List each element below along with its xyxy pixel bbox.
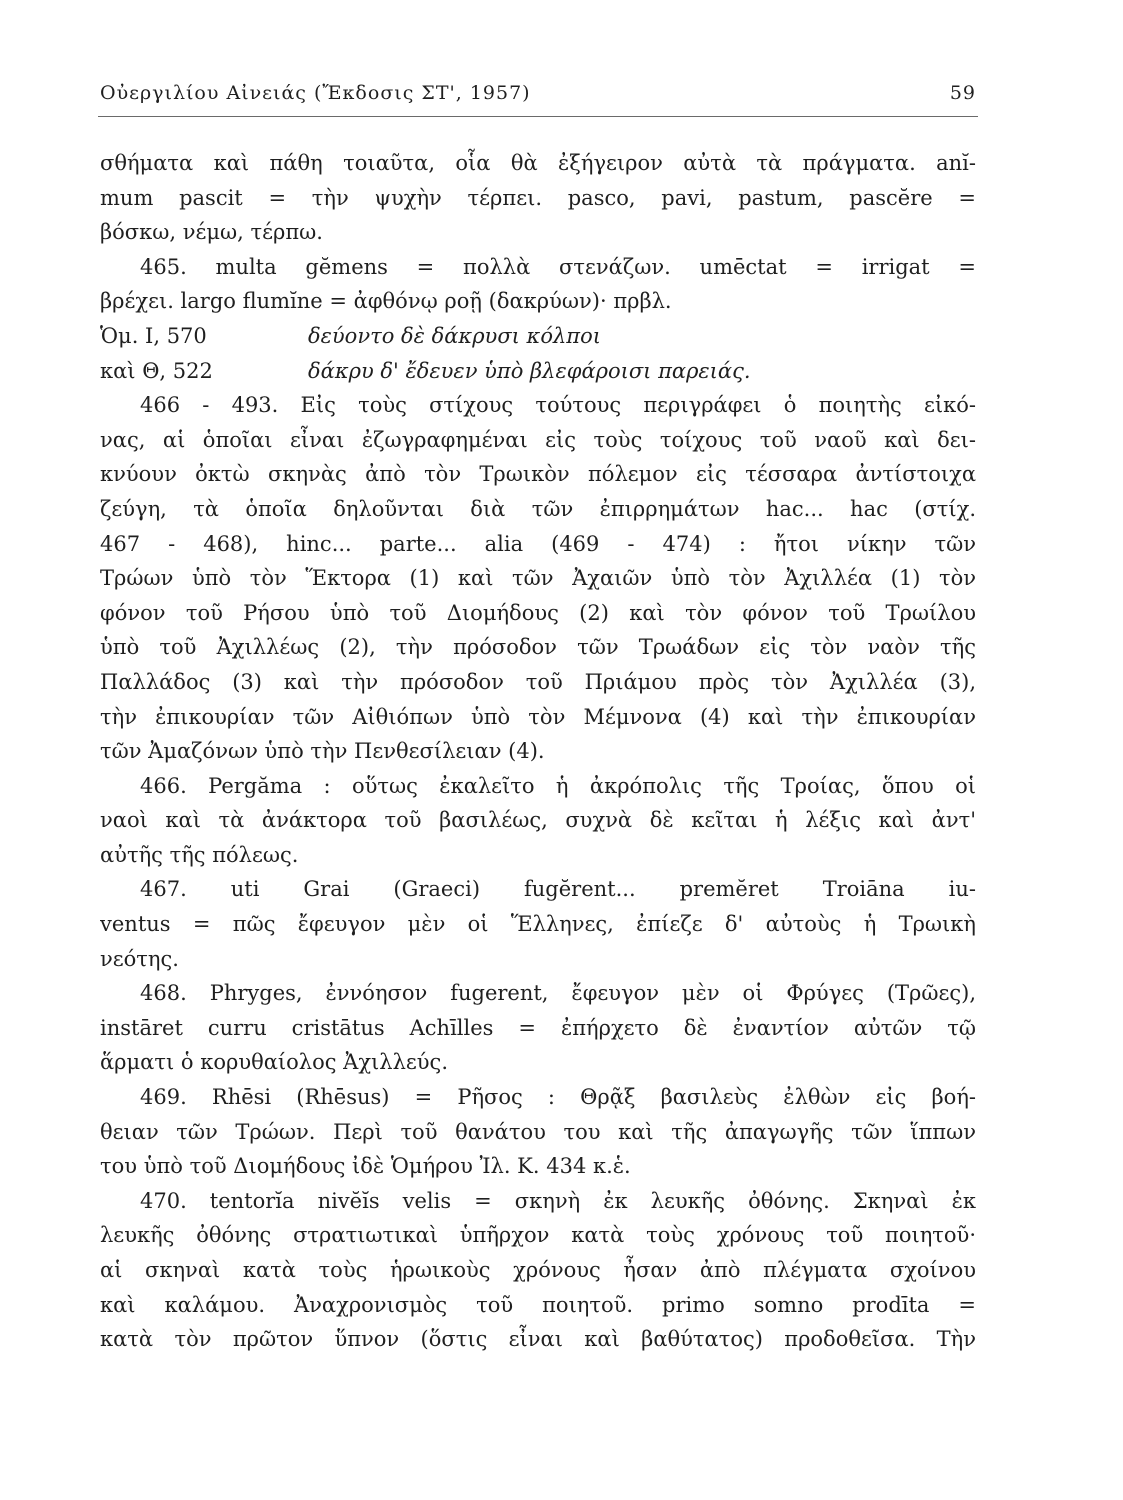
text-line: βόσκω, νέμω, τέρπω. [100, 220, 323, 245]
text-line: 465. multa gĕmens = πολλὰ στενάζων. umēctat = irrigat = [140, 254, 976, 279]
text-line: κατὰ τὸν πρῶτον ὕπνον (ὅστις εἶναι καὶ βαθύτατος) προδοθεῖσα. Τὴν [100, 1327, 976, 1352]
text-line: ventus = πῶς ἔφευγον μὲν οἱ Ἕλληνες, ἐπίεζε δ' αὐτοὺς ἡ Τρωικὴ [100, 912, 976, 937]
text-line: 466 - 493. Εἰς τοὺς στίχους τούτους περιγράφει ὁ ποιητὴς εἰκό- [140, 393, 976, 418]
homer-citation [100, 319, 976, 354]
text-line: 468. Phryges, ἐννόησον fugerent, ἔφευγον μὲν οἱ Φρύγες (Τρῶες), [140, 981, 976, 1006]
citation-ref: Ὁμ. Ι, 570 [100, 323, 207, 348]
citation-verse: δάκρυ δ' ἔδευεν ὑπὸ βλεφάροισι παρειάς. [308, 358, 751, 383]
text-line: ἅρματι ὁ κορυθαίολος Ἀχιλλεύς. [100, 1050, 448, 1075]
text-line: λευκῆς ὀθόνης στρατιωτικαὶ ὑπῆρχον κατὰ τοὺς χρόνους τοῦ ποιητοῦ· [100, 1223, 976, 1248]
text-line: σθήματα καὶ πάθη τοιαῦτα, οἷα θὰ ἐξήγειρον αὐτὰ τὰ πράγματα. anĭ- [100, 151, 976, 175]
homer-citation [100, 354, 976, 389]
running-head-title: Οὐεργιλίου Αἰνειάς (Ἔκδοσις ΣΤ', 1957) [100, 82, 531, 104]
text-line: instāret curru cristātus Achīlles = ἐπήρχετο δὲ ἐναντίον αὐτῶν τῷ [100, 1015, 976, 1040]
text-line: 467. uti Grai (Graeci) fugĕrent... premĕret Troiāna iu- [140, 877, 976, 902]
text-line: αἱ σκηναὶ κατὰ τοὺς ἡρωικοὺς χρόνους ἦσαν ἀπὸ πλέγματα σχοίνου [100, 1258, 976, 1282]
text-line: φόνον τοῦ Ρήσου ὑπὸ τοῦ Διομήδους (2) καὶ τὸν φόνον τοῦ Τρωίλου [100, 600, 976, 625]
text-line: καὶ καλάμου. Ἀναχρονισμὸς τοῦ ποιητοῦ. primo somno prodīta = [100, 1292, 976, 1317]
text-line: ὑπὸ τοῦ Ἀχιλλέως (2), τὴν πρόσοδον τῶν Τρωάδων εἰς τὸν ναὸν τῆς [100, 635, 976, 660]
text-line: τῶν Ἀμαζόνων ὑπὸ τὴν Πενθεσίλειαν (4). [100, 739, 545, 764]
text-line: 470. tentorĭa nivĕĭs velis = σκηνὴ ἐκ λευκῆς ὀθόνης. Σκηναὶ ἐκ [140, 1188, 976, 1213]
text-line: ζεύγη, τὰ ὁποῖα δηλοῦνται διὰ τῶν ἐπιρρημάτων hac... hac (στίχ. [100, 496, 976, 521]
citation-ref: καὶ Θ, 522 [100, 358, 213, 383]
citation-verse: δεύοντο δὲ δάκρυσι κόλποι [308, 323, 601, 348]
text-line: Τρώων ὑπὸ τὸν Ἕκτορα (1) καὶ τῶν Ἀχαιῶν ὑπὸ τὸν Ἀχιλλέα (1) τὸν [100, 566, 976, 591]
header-rule [98, 116, 978, 117]
text-line: νεότης. [100, 946, 179, 971]
text-line: κνύουν ὀκτὼ σκηνὰς ἀπὸ τὸν Τρωικὸν πόλεμον εἰς τέσσαρα ἀντίστοιχα [100, 462, 976, 487]
text-line: Παλλάδος (3) καὶ τὴν πρόσοδον τοῦ Πριάμου πρὸς τὸν Ἀχιλλέα (3), [100, 669, 976, 694]
text-line: 469. Rhēsi (Rhēsus) = Ρῆσος : Θρᾷξ βασιλεὺς ἐλθὼν εἰς βοή- [140, 1085, 976, 1110]
text-line: 466. Pergăma : οὕτως ἐκαλεῖτο ἡ ἀκρόπολις τῆς Τροίας, ὅπου οἱ [140, 773, 976, 798]
text-line: ναοὶ καὶ τὰ ἀνάκτορα τοῦ βασιλέως, συχνὰ δὲ κεῖται ἡ λέξις καὶ ἀντ' [100, 808, 976, 833]
text-line: τὴν ἐπικουρίαν τῶν Αἰθιόπων ὑπὸ τὸν Μέμνονα (4) καὶ τὴν ἐπικουρίαν [100, 704, 976, 729]
page-number: 59 [949, 82, 976, 104]
running-head [100, 82, 976, 104]
text-line: αὐτῆς τῆς πόλεως. [100, 842, 299, 867]
text-line: του ὑπὸ τοῦ Διομήδους ἰδὲ Ὁμήρου Ἰλ. Κ. 434 κ.ἑ. [100, 1154, 631, 1179]
text-line: νας, αἱ ὁποῖαι εἶναι ἐζωγραφημέναι εἰς τοὺς τοίχους τοῦ ναοῦ καὶ δει- [100, 427, 976, 452]
text-line: θειαν τῶν Τρώων. Περὶ τοῦ θανάτου του καὶ τῆς ἀπαγωγῆς τῶν ἵππων [100, 1119, 976, 1144]
text-line: βρέχει. largo flumĭne = ἀφθόνῳ ροῇ (δακρύων)· πρβλ. [100, 289, 672, 314]
commentary-text [100, 146, 976, 1357]
text-line: 467 - 468), hinc... parte... alia (469 - 474) : ἤτοι νίκην τῶν [100, 531, 976, 556]
text-line: mum pascit = τὴν ψυχὴν τέρπει. pasco, pavi, pastum, pascĕre = [100, 185, 976, 210]
